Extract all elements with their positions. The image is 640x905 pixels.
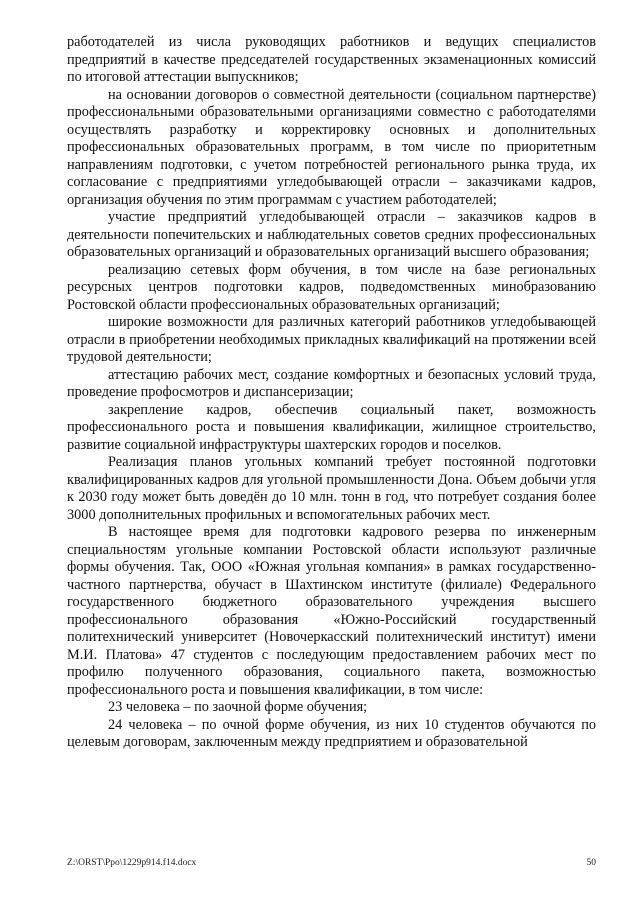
paragraph: аттестацию рабочих мест, создание комфортных и безопасных условий труда, проведение профосмотров и диспансеризации; [67, 366, 596, 400]
body-text [67, 34, 596, 752]
paragraph: широкие возможности для различных категорий работников угледобывающей отрасли в приобретении необходимых прикладных квалификаций на протяжении всей трудовой деятельности; [67, 314, 596, 365]
paragraph: В настоящее время для подготовки кадрового резерва по инженерным специальностям угольные компании Ростовской области используют различные формы обучения. Так, ООО «Южная угольная компания» в рамках государственно-частного партнерства, обучаст в Шахтинском институте (филиале) Федерального государственного бюджетного образовательного учреждения высшего профессионального образования «Южно-Российский государственный политехнический университет (Новочеркасский политехнический институт) имени М.И. Платова» 47 студентов с последующим предоставлением рабочих мест по профилю полученного образования, социального пакета, возможностью профессионального роста и повышения квалификации, в том числе: [67, 524, 596, 698]
page-number: 50 [586, 858, 596, 868]
paragraph: на основании договоров о совместной деятельности (социальном партнерстве) профессиональными образовательными организациями совместно с работодателями осуществлять разработку и корректировку основных и дополнительных профессиональных образовательных программ, в том числе по приоритетным направлениям подготовки, с учетом потребностей регионального рынка труда, их согласование с предприятиями угледобывающей отрасли – заказчиками кадров, организация обучения по этим программам с участием работодателей; [67, 86, 596, 208]
paragraph: Реализация планов угольных компаний требует постоянной подготовки квалифицированных кадров для угольной промышленности Дона. Объем добычи угля к 2030 году может быть доведён до 10 млн. тонн в год, что потребует создания более 3000 дополнительных профильных и вспомогательных рабочих мест. [67, 454, 596, 523]
paragraph: работодателей из числа руководящих работников и ведущих специалистов предприятий в качестве председателей государственных экзаменационных комиссий по итоговой аттестации выпускников; [67, 34, 596, 85]
paragraph: участие предприятий угледобывающей отрасли – заказчиков кадров в деятельности попечительских и наблюдательных советов средних профессиональных образовательных организаций и образовательных организаций высшего образования; [67, 209, 596, 260]
file-path: Z:\ORST\Ppo\1229p914.f14.docx [67, 858, 197, 868]
paragraph: реализацию сетевых форм обучения, в том числе на базе региональных ресурсных центров подготовки кадров, подведомственных минобразованию Ростовской области профессиональных образовательных организаций; [67, 261, 596, 313]
paragraph: 24 человека – по очной форме обучения, из них 10 студентов обучаются по целевым договорам, заключенным между предприятием и образовательной [67, 716, 596, 750]
paragraph: закрепление кадров, обеспечив социальный пакет, возможность профессионального роста и повышения квалификации, жилищное строительство, развитие социальной инфраструктуры шахтерских городов и поселков. [67, 401, 596, 453]
paragraph: 23 человека – по заочной форме обучения; [108, 699, 368, 715]
